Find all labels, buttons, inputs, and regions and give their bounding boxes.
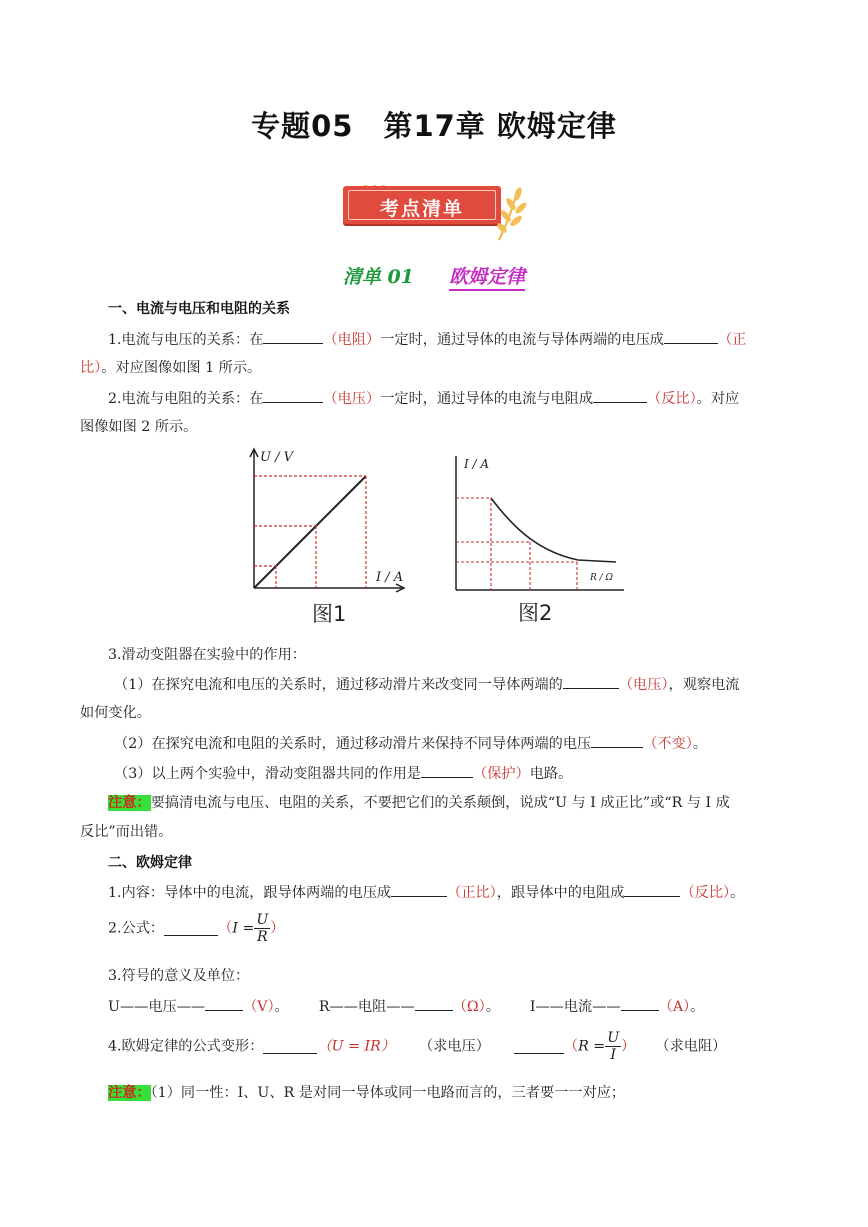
paragraph-ohm-content: 1.内容：导体中的电流，跟导体两端的电压成 （正比），跟导体中的电阻成 （反比）。: [108, 882, 744, 903]
section-badge: [343, 178, 533, 244]
page-title: 专题05 第17章 欧姆定律: [251, 109, 617, 143]
figure-2-graph: [440, 452, 625, 632]
note-1-cont: 反比”而出错。: [80, 824, 173, 840]
paragraph-rheostat-2: （2）在探究电流和电阻的关系时，通过移动滑片来保持不同导体两端的电压 （不变）。: [114, 733, 707, 754]
paragraph-rheostat-1-cont: 如何变化。: [80, 705, 151, 721]
section-heading-1: 一、电流与电压和电阻的关系: [108, 301, 290, 317]
fig1-caption: 图1: [312, 602, 347, 626]
paragraph-symbols: 3.符号的意义及单位：: [108, 968, 250, 984]
figure-1-graph: [236, 445, 416, 635]
paragraph-rheostat: 3.滑动变阻器在实验中的作用：: [108, 647, 306, 663]
note-label: 注意：: [108, 795, 151, 811]
paragraph-current-voltage: 1.电流与电压的关系：在 （电阻）一定时，通过导体的电流与导体两端的电压成 （正: [108, 329, 746, 350]
fig1-ylabel: U / V: [260, 450, 293, 465]
note-1: 注意：要搞清电流与电压、电阻的关系，不要把它们的关系颠倒，说成“U 与 I 成正比”或“R 与 I 成: [108, 795, 730, 811]
fig2-ylabel: I / A: [464, 457, 490, 471]
badge-box: [343, 186, 501, 224]
badge-label: 考点清单: [379, 198, 464, 220]
fig2-xlabel: R / Ω: [590, 573, 613, 583]
list-title: 欧姆定律: [449, 266, 525, 291]
paragraph-rheostat-3: （3）以上两个实验中，滑动变阻器共同的作用是 （保护）电路。: [114, 763, 572, 784]
section-heading-2: 二、欧姆定律: [108, 855, 192, 871]
list-number: 清单 01: [342, 266, 414, 288]
fig2-curve: [491, 498, 616, 562]
note-2: 注意：（1）同一性：I、U、R 是对同一导体或同一电路而言的，三者要一一对应；: [108, 1085, 626, 1101]
paragraph-rheostat-1: （1）在探究电流和电压的关系时，通过移动滑片来改变同一导体两端的 （电压），观察电流: [114, 674, 739, 695]
paragraph-formula-variants: 4.欧姆定律的公式变形： （U = IR） （求电压） （R = $\frac{U}{I}$ ） （求电阻）: [108, 1030, 727, 1063]
list-heading: [0, 262, 868, 289]
fig1-line: [254, 476, 366, 588]
paragraph-current-resistance: 2.电流与电阻的关系：在 （电压）一定时，通过导体的电流与电阻成 （反比）。对应: [108, 388, 739, 409]
note-label-2: 注意：: [108, 1085, 151, 1101]
fig2-caption: 图2: [518, 601, 553, 625]
formula-variant-fraction: $\frac{U}{I}$: [607, 1030, 620, 1063]
fig1-xlabel: I / A: [376, 570, 404, 585]
paragraph-current-voltage-cont: 比）。对应图像如图 1 所示。: [80, 360, 262, 376]
paragraph-ohm-formula: 2.公式： （I = $\frac{U}{R}$ ）: [108, 912, 285, 945]
formula-fraction: $\frac{U}{R}$: [256, 912, 269, 945]
paragraph-symbol-units: U——电压—— （V）。 R——电阻—— （Ω）。 I——电流—— （A）。: [108, 996, 704, 1017]
wheat-icon: [491, 184, 531, 242]
paragraph-current-resistance-cont: 图像如图 2 所示。: [80, 419, 198, 435]
